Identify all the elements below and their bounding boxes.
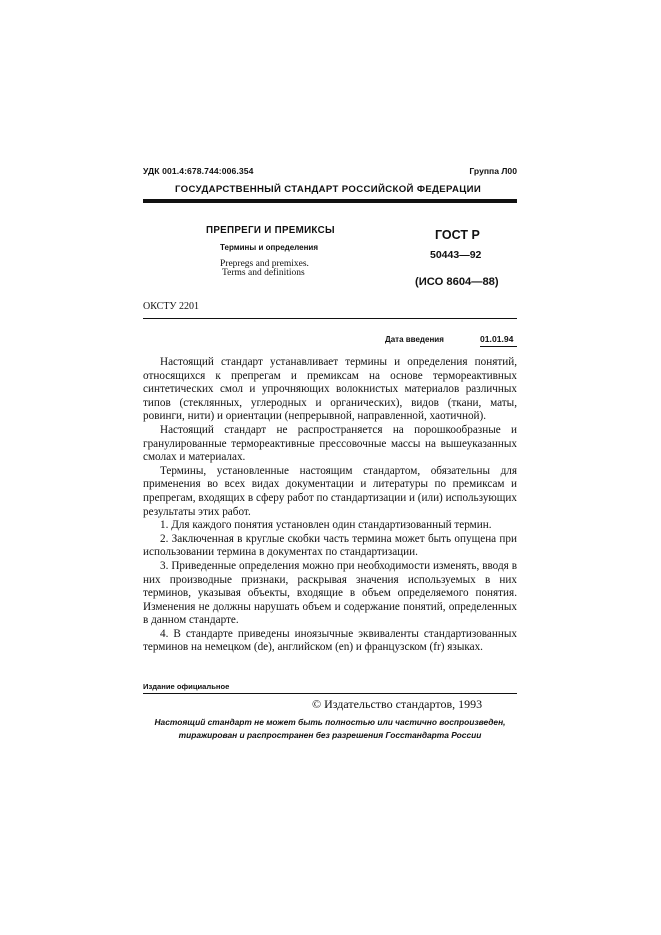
effective-date-value: 01.01.94 <box>480 334 514 344</box>
standard-title: ГОСУДАРСТВЕННЫЙ СТАНДАРТ РОССИЙСКОЙ ФЕДЕРАЦИИ <box>175 184 482 195</box>
document-title: ПРЕПРЕГИ И ПРЕМИКСЫ <box>206 225 335 236</box>
english-title-line-1: Prepregs and premixes. <box>220 259 309 269</box>
document-subtitle: Термины и определения <box>220 243 319 252</box>
effective-date-underline <box>480 346 517 347</box>
group-code: Группа Л00 <box>469 166 517 176</box>
header-rule <box>143 199 517 203</box>
clause-1: 1. Для каждого понятия установлен один стандартизованный термин. <box>160 519 492 532</box>
intro-paragraph-exclusion: Настоящий стандарт не распространяется на порошкообразные и гранулированные термореактивные прессовочные массы на вышеуказанных смолах и материалах. <box>143 423 517 464</box>
official-edition-label: Издание официальное <box>143 682 230 691</box>
reproduction-notice: Настоящий стандарт не может быть полностью или частично воспроизведен, тиражирован и распространен без разрешения Госстандарта России <box>154 717 506 740</box>
okstu-code: ОКСТУ 2201 <box>143 301 200 312</box>
gost-label: ГОСТ Р <box>435 228 480 242</box>
clause-2: 2. Заключенная в круглые скобки часть термина может быть опущена при использовании термина в документах по стандартизации. <box>143 532 517 559</box>
english-title-line-2: Terms and definitions <box>222 268 305 278</box>
intro-paragraph-scope: Настоящий стандарт устанавливает термины и определения понятий, относящихся к препрегам и премиксам на основе термореактивных синтетических смол и упрочняющих волокнистых материалов различных типов (стеклянных, углеродных и органических), видов (ткани, маты, ровинги, нити) и ориентации (непрерывной, направленной, хаотичной). <box>143 356 517 423</box>
clause-4: 4. В стандарте приведены иноязычные эквиваленты стандартизованных терминов на немецком (de), английском (en) и французском (fr) языках. <box>143 627 517 654</box>
clause-3: 3. Приведенные определения можно при необходимости изменять, вводя в них производные признаки, раскрывая значения используемых в них терминов, указывая объекты, входящие в объем определяемого понятия. Изменения не должны нарушать объем и содержание понятий, определенных в данном стандарте. <box>143 559 517 627</box>
footer-rule <box>143 693 517 694</box>
gost-number: 50443—92 <box>430 249 482 261</box>
iso-reference: (ИСО 8604—88) <box>415 276 499 288</box>
title-block-rule <box>143 318 517 319</box>
effective-date-label: Дата введения <box>385 335 444 344</box>
copyright-line: © Издательство стандартов, 1993 <box>312 697 483 711</box>
intro-paragraph-mandatory: Термины, установленные настоящим стандартом, обязательны для применения во всех видах документации и литературы по премиксам и препрегам, входящих в сферу работ по стандартизации и (или) использующих результаты этих работ. <box>143 464 517 518</box>
udk-code: УДК 001.4:678.744:006.354 <box>143 166 254 176</box>
body-text <box>143 356 517 655</box>
